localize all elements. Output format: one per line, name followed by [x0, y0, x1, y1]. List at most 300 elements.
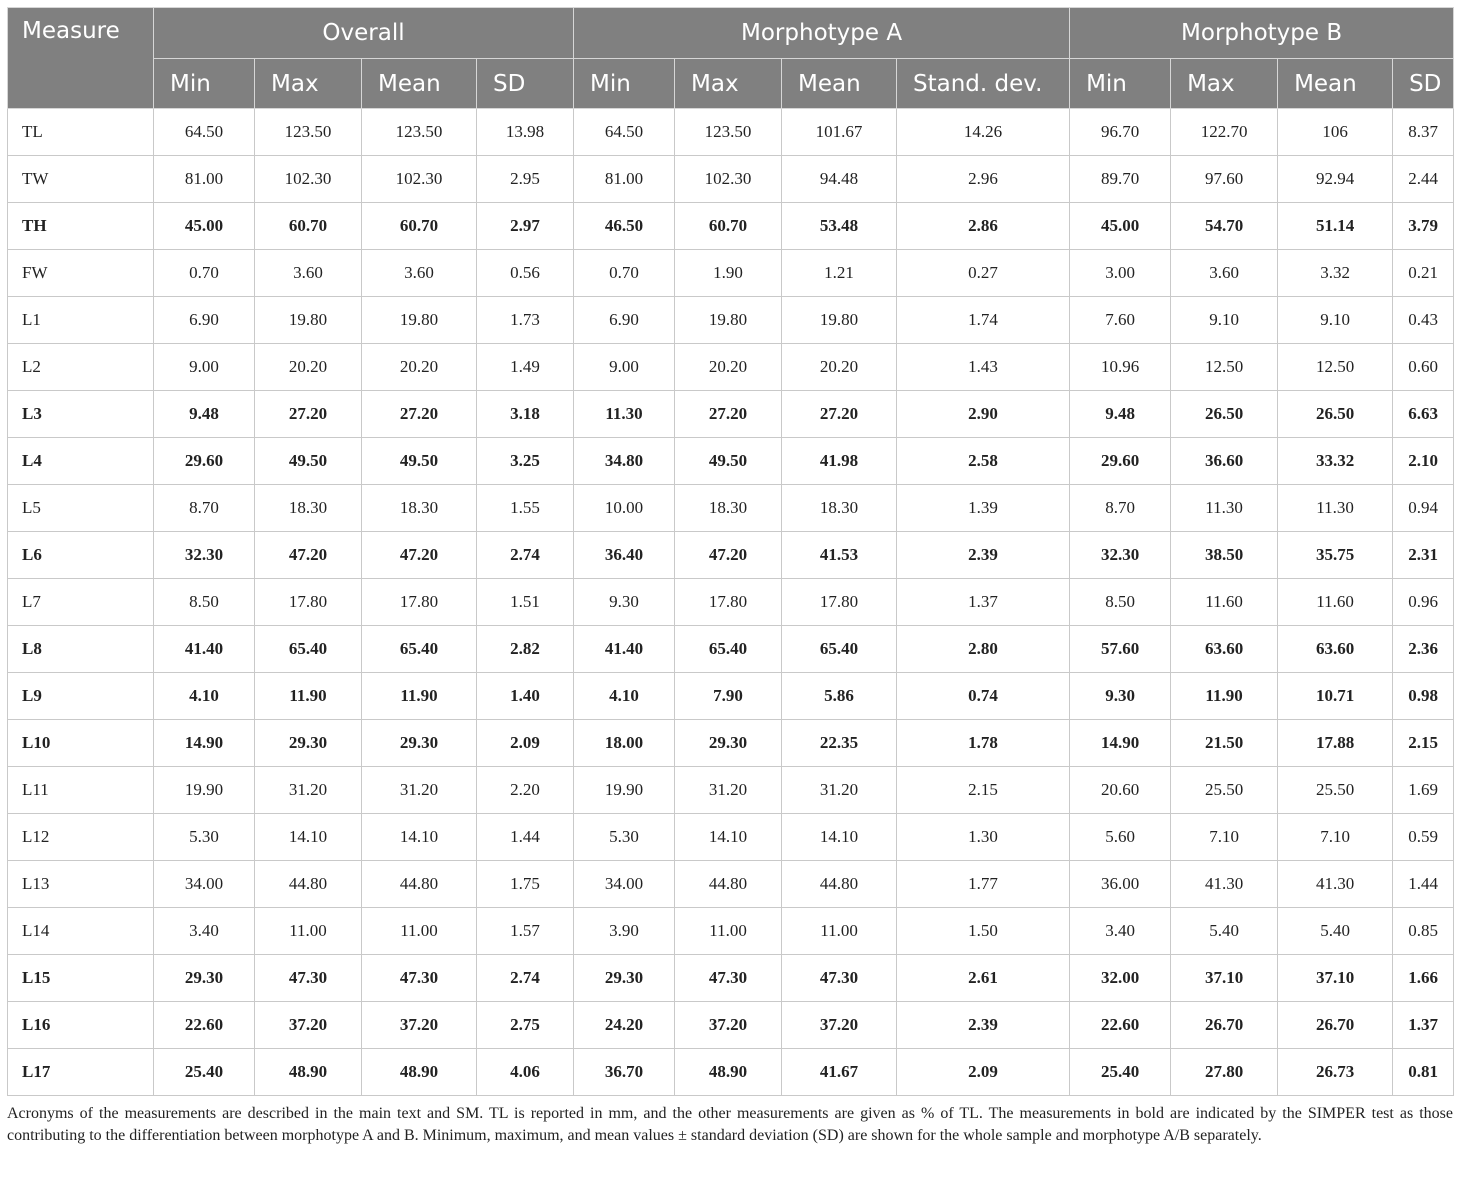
column-header: Mean [362, 59, 477, 109]
table-cell: 9.00 [574, 344, 675, 391]
table-cell: 29.30 [255, 720, 362, 767]
table-cell: 3.40 [154, 908, 255, 955]
table-cell: 1.37 [1393, 1002, 1454, 1049]
table-cell: 12.50 [1171, 344, 1278, 391]
table-cell: 97.60 [1171, 156, 1278, 203]
table-cell: 11.00 [675, 908, 782, 955]
table-cell: 65.40 [362, 626, 477, 673]
table-cell: 20.20 [675, 344, 782, 391]
table-footnote: Acronyms of the measurements are described in the main text and SM. TL is reported in mm, and the other measurements are given as % of TL. The measurements in bold are indicated by the SIMPER test as those contributing to the differentiation between morphotype A and B. Minimum, maximum, and mean values ± standard deviation (SD) are shown for the whole sample and morphotype A/B separately. [7, 1105, 1453, 1144]
table-cell: 27.20 [782, 391, 897, 438]
table-cell: 27.20 [255, 391, 362, 438]
table-cell: 19.90 [154, 767, 255, 814]
table-cell: 45.00 [154, 203, 255, 250]
table-row [8, 579, 1454, 626]
table-cell: 2.10 [1393, 438, 1454, 485]
table-cell: 25.40 [154, 1049, 255, 1096]
table-row [8, 438, 1454, 485]
table-cell: 37.20 [362, 1002, 477, 1049]
table-cell: 37.20 [675, 1002, 782, 1049]
table-cell: 14.10 [255, 814, 362, 861]
column-header: Min [1070, 59, 1171, 109]
table-cell: 33.32 [1278, 438, 1393, 485]
table-cell: 3.90 [574, 908, 675, 955]
row-label: L13 [8, 861, 154, 908]
table-cell: 27.20 [675, 391, 782, 438]
table-cell: 11.00 [362, 908, 477, 955]
table-cell: 1.77 [897, 861, 1070, 908]
table-cell: 0.70 [574, 250, 675, 297]
row-label: L4 [8, 438, 154, 485]
table-cell: 44.80 [782, 861, 897, 908]
table-cell: 14.10 [362, 814, 477, 861]
table-cell: 13.98 [477, 109, 574, 156]
table-cell: 5.40 [1171, 908, 1278, 955]
table-cell: 20.20 [362, 344, 477, 391]
table-cell: 3.60 [255, 250, 362, 297]
table-cell: 9.10 [1278, 297, 1393, 344]
column-header: Min [154, 59, 255, 109]
table-cell: 8.70 [1070, 485, 1171, 532]
table-cell: 2.15 [897, 767, 1070, 814]
table-cell: 11.90 [255, 673, 362, 720]
table-cell: 2.36 [1393, 626, 1454, 673]
table-cell: 4.06 [477, 1049, 574, 1096]
table-cell: 8.70 [154, 485, 255, 532]
table-cell: 2.39 [897, 532, 1070, 579]
table-cell: 0.96 [1393, 579, 1454, 626]
table-cell: 49.50 [255, 438, 362, 485]
table-cell: 18.30 [255, 485, 362, 532]
table-cell: 20.60 [1070, 767, 1171, 814]
table-cell: 1.57 [477, 908, 574, 955]
measurements-table [7, 7, 1454, 1096]
row-label: FW [8, 250, 154, 297]
table-row [8, 861, 1454, 908]
table-cell: 41.98 [782, 438, 897, 485]
subheader-row [8, 59, 1454, 109]
table-cell: 2.86 [897, 203, 1070, 250]
table-cell: 3.00 [1070, 250, 1171, 297]
table-row [8, 344, 1454, 391]
row-label: L10 [8, 720, 154, 767]
table-cell: 18.00 [574, 720, 675, 767]
table-row [8, 720, 1454, 767]
table-cell: 31.20 [782, 767, 897, 814]
table-cell: 0.56 [477, 250, 574, 297]
table-cell: 41.30 [1171, 861, 1278, 908]
table-cell: 96.70 [1070, 109, 1171, 156]
table-cell: 0.74 [897, 673, 1070, 720]
table-cell: 34.00 [574, 861, 675, 908]
table-cell: 19.80 [255, 297, 362, 344]
column-header: SD [1393, 59, 1454, 109]
table-cell: 2.09 [897, 1049, 1070, 1096]
table-cell: 17.80 [675, 579, 782, 626]
table-cell: 2.74 [477, 955, 574, 1002]
table-cell: 1.55 [477, 485, 574, 532]
table-cell: 19.80 [782, 297, 897, 344]
table-cell: 5.86 [782, 673, 897, 720]
table-cell: 123.50 [675, 109, 782, 156]
table-row [8, 250, 1454, 297]
row-label: TW [8, 156, 154, 203]
table-cell: 20.20 [782, 344, 897, 391]
group-header-morphotype-a: Morphotype A [574, 8, 1070, 59]
table-cell: 37.20 [255, 1002, 362, 1049]
row-label: L1 [8, 297, 154, 344]
table-cell: 24.20 [574, 1002, 675, 1049]
table-cell: 0.27 [897, 250, 1070, 297]
table-cell: 60.70 [255, 203, 362, 250]
table-row [8, 532, 1454, 579]
table-cell: 29.30 [675, 720, 782, 767]
table-cell: 41.40 [574, 626, 675, 673]
table-cell: 18.30 [362, 485, 477, 532]
table-cell: 47.30 [675, 955, 782, 1002]
table-cell: 2.74 [477, 532, 574, 579]
table-row [8, 814, 1454, 861]
table-cell: 2.31 [1393, 532, 1454, 579]
row-label: L9 [8, 673, 154, 720]
table-cell: 14.10 [675, 814, 782, 861]
table-cell: 0.94 [1393, 485, 1454, 532]
table-cell: 11.30 [1278, 485, 1393, 532]
table-cell: 1.75 [477, 861, 574, 908]
table-cell: 47.20 [255, 532, 362, 579]
table-cell: 41.30 [1278, 861, 1393, 908]
table-row [8, 626, 1454, 673]
table-cell: 29.30 [154, 955, 255, 1002]
table-cell: 1.73 [477, 297, 574, 344]
table-cell: 2.95 [477, 156, 574, 203]
table-cell: 2.20 [477, 767, 574, 814]
row-label: L16 [8, 1002, 154, 1049]
table-cell: 14.90 [1070, 720, 1171, 767]
table-cell: 37.10 [1171, 955, 1278, 1002]
table-cell: 2.58 [897, 438, 1070, 485]
table-row [8, 203, 1454, 250]
table-cell: 19.80 [675, 297, 782, 344]
table-cell: 5.60 [1070, 814, 1171, 861]
table-cell: 101.67 [782, 109, 897, 156]
table-cell: 49.50 [362, 438, 477, 485]
table-cell: 29.60 [154, 438, 255, 485]
table-cell: 27.80 [1171, 1049, 1278, 1096]
table-cell: 29.60 [1070, 438, 1171, 485]
table-cell: 26.73 [1278, 1049, 1393, 1096]
table-cell: 45.00 [1070, 203, 1171, 250]
header-row [8, 8, 1454, 59]
column-header: Mean [782, 59, 897, 109]
table-cell: 49.50 [675, 438, 782, 485]
table-cell: 31.20 [675, 767, 782, 814]
table-cell: 5.40 [1278, 908, 1393, 955]
table-cell: 64.50 [154, 109, 255, 156]
table-cell: 18.30 [675, 485, 782, 532]
table-cell: 102.30 [362, 156, 477, 203]
table-cell: 36.40 [574, 532, 675, 579]
table-cell: 2.39 [897, 1002, 1070, 1049]
table-row [8, 767, 1454, 814]
table-cell: 8.50 [1070, 579, 1171, 626]
table-cell: 1.90 [675, 250, 782, 297]
table-cell: 17.80 [782, 579, 897, 626]
table-row [8, 485, 1454, 532]
table-cell: 0.81 [1393, 1049, 1454, 1096]
table-cell: 41.40 [154, 626, 255, 673]
table-cell: 102.30 [675, 156, 782, 203]
table-cell: 48.90 [255, 1049, 362, 1096]
table-cell: 1.39 [897, 485, 1070, 532]
table-cell: 10.00 [574, 485, 675, 532]
table-cell: 89.70 [1070, 156, 1171, 203]
table-cell: 26.50 [1171, 391, 1278, 438]
table-cell: 1.69 [1393, 767, 1454, 814]
table-cell: 94.48 [782, 156, 897, 203]
table-cell: 7.90 [675, 673, 782, 720]
table-cell: 123.50 [362, 109, 477, 156]
table-cell: 2.90 [897, 391, 1070, 438]
table-cell: 10.96 [1070, 344, 1171, 391]
table-cell: 3.40 [1070, 908, 1171, 955]
row-label: L8 [8, 626, 154, 673]
table-cell: 44.80 [675, 861, 782, 908]
table-cell: 1.43 [897, 344, 1070, 391]
table-cell: 41.67 [782, 1049, 897, 1096]
table-cell: 26.50 [1278, 391, 1393, 438]
group-header-overall: Overall [154, 8, 574, 59]
table-cell: 6.90 [574, 297, 675, 344]
table-cell: 14.90 [154, 720, 255, 767]
group-header-morphotype-b: Morphotype B [1070, 8, 1454, 59]
table-cell: 54.70 [1171, 203, 1278, 250]
table-cell: 63.60 [1278, 626, 1393, 673]
table-cell: 2.44 [1393, 156, 1454, 203]
table-cell: 1.21 [782, 250, 897, 297]
table-row [8, 1002, 1454, 1049]
table-cell: 37.10 [1278, 955, 1393, 1002]
row-label: L2 [8, 344, 154, 391]
column-header: Max [675, 59, 782, 109]
table-cell: 11.60 [1171, 579, 1278, 626]
table-cell: 34.00 [154, 861, 255, 908]
table-cell: 34.80 [574, 438, 675, 485]
table-cell: 48.90 [362, 1049, 477, 1096]
table-cell: 3.25 [477, 438, 574, 485]
table-cell: 35.75 [1278, 532, 1393, 579]
table-cell: 46.50 [574, 203, 675, 250]
table-cell: 11.60 [1278, 579, 1393, 626]
table-row [8, 673, 1454, 720]
measure-header: Measure [8, 8, 154, 109]
table-cell: 22.35 [782, 720, 897, 767]
table-cell: 106 [1278, 109, 1393, 156]
table-cell: 29.30 [574, 955, 675, 1002]
table-cell: 11.30 [1171, 485, 1278, 532]
column-header: Stand. dev. [897, 59, 1070, 109]
table-cell: 11.90 [1171, 673, 1278, 720]
table-cell: 1.37 [897, 579, 1070, 626]
table-cell: 25.40 [1070, 1049, 1171, 1096]
table-cell: 57.60 [1070, 626, 1171, 673]
table-cell: 1.74 [897, 297, 1070, 344]
table-cell: 1.49 [477, 344, 574, 391]
table-cell: 1.51 [477, 579, 574, 626]
table-cell: 14.26 [897, 109, 1070, 156]
table-cell: 7.60 [1070, 297, 1171, 344]
table-cell: 9.30 [574, 579, 675, 626]
table-cell: 92.94 [1278, 156, 1393, 203]
table-row [8, 955, 1454, 1002]
table-cell: 5.30 [574, 814, 675, 861]
measurements-table-container [7, 7, 1453, 1096]
table-cell: 31.20 [362, 767, 477, 814]
table-cell: 47.30 [255, 955, 362, 1002]
table-row [8, 109, 1454, 156]
table-cell: 7.10 [1278, 814, 1393, 861]
table-cell: 9.48 [154, 391, 255, 438]
table-cell: 38.50 [1171, 532, 1278, 579]
table-cell: 64.50 [574, 109, 675, 156]
table-cell: 1.44 [477, 814, 574, 861]
table-cell: 17.80 [255, 579, 362, 626]
table-cell: 14.10 [782, 814, 897, 861]
table-cell: 2.80 [897, 626, 1070, 673]
table-cell: 2.82 [477, 626, 574, 673]
table-cell: 47.30 [782, 955, 897, 1002]
table-cell: 60.70 [675, 203, 782, 250]
table-row [8, 297, 1454, 344]
table-cell: 11.00 [255, 908, 362, 955]
row-label: TL [8, 109, 154, 156]
table-cell: 0.70 [154, 250, 255, 297]
table-cell: 6.63 [1393, 391, 1454, 438]
table-cell: 2.96 [897, 156, 1070, 203]
table-cell: 3.32 [1278, 250, 1393, 297]
table-cell: 9.48 [1070, 391, 1171, 438]
table-cell: 11.30 [574, 391, 675, 438]
table-cell: 19.90 [574, 767, 675, 814]
table-cell: 9.00 [154, 344, 255, 391]
table-cell: 12.50 [1278, 344, 1393, 391]
table-cell: 20.20 [255, 344, 362, 391]
table-cell: 53.48 [782, 203, 897, 250]
table-cell: 8.50 [154, 579, 255, 626]
table-cell: 2.75 [477, 1002, 574, 1049]
table-cell: 10.71 [1278, 673, 1393, 720]
table-cell: 47.30 [362, 955, 477, 1002]
row-label: L17 [8, 1049, 154, 1096]
table-cell: 1.66 [1393, 955, 1454, 1002]
row-label: L11 [8, 767, 154, 814]
row-label: L14 [8, 908, 154, 955]
table-cell: 0.59 [1393, 814, 1454, 861]
table-cell: 0.21 [1393, 250, 1454, 297]
column-header: SD [477, 59, 574, 109]
table-cell: 8.37 [1393, 109, 1454, 156]
table-cell: 44.80 [362, 861, 477, 908]
table-cell: 0.60 [1393, 344, 1454, 391]
table-cell: 26.70 [1171, 1002, 1278, 1049]
table-cell: 27.20 [362, 391, 477, 438]
column-header: Min [574, 59, 675, 109]
table-cell: 3.18 [477, 391, 574, 438]
table-body [8, 109, 1454, 1096]
table-cell: 31.20 [255, 767, 362, 814]
row-label: L12 [8, 814, 154, 861]
table-cell: 44.80 [255, 861, 362, 908]
table-cell: 41.53 [782, 532, 897, 579]
table-cell: 0.43 [1393, 297, 1454, 344]
column-header: Max [1171, 59, 1278, 109]
row-label: L5 [8, 485, 154, 532]
table-row [8, 391, 1454, 438]
table-cell: 21.50 [1171, 720, 1278, 767]
table-cell: 4.10 [154, 673, 255, 720]
table-cell: 29.30 [362, 720, 477, 767]
row-label: L3 [8, 391, 154, 438]
table-cell: 18.30 [782, 485, 897, 532]
table-cell: 123.50 [255, 109, 362, 156]
table-cell: 122.70 [1171, 109, 1278, 156]
table-cell: 102.30 [255, 156, 362, 203]
table-cell: 0.85 [1393, 908, 1454, 955]
table-cell: 22.60 [1070, 1002, 1171, 1049]
table-cell: 9.10 [1171, 297, 1278, 344]
table-cell: 37.20 [782, 1002, 897, 1049]
table-cell: 19.80 [362, 297, 477, 344]
table-cell: 32.30 [154, 532, 255, 579]
table-cell: 0.98 [1393, 673, 1454, 720]
table-cell: 81.00 [154, 156, 255, 203]
table-cell: 26.70 [1278, 1002, 1393, 1049]
row-label: L15 [8, 955, 154, 1002]
row-label: TH [8, 203, 154, 250]
table-cell: 3.60 [1171, 250, 1278, 297]
table-cell: 11.90 [362, 673, 477, 720]
table-cell: 63.60 [1171, 626, 1278, 673]
table-cell: 9.30 [1070, 673, 1171, 720]
table-cell: 47.20 [362, 532, 477, 579]
table-cell: 60.70 [362, 203, 477, 250]
table-cell: 81.00 [574, 156, 675, 203]
table-cell: 7.10 [1171, 814, 1278, 861]
table-cell: 51.14 [1278, 203, 1393, 250]
table-cell: 22.60 [154, 1002, 255, 1049]
table-cell: 1.50 [897, 908, 1070, 955]
table-row [8, 908, 1454, 955]
table-cell: 2.61 [897, 955, 1070, 1002]
table-cell: 32.30 [1070, 532, 1171, 579]
table-cell: 47.20 [675, 532, 782, 579]
table-cell: 5.30 [154, 814, 255, 861]
table-cell: 48.90 [675, 1049, 782, 1096]
table-cell: 25.50 [1278, 767, 1393, 814]
table-cell: 25.50 [1171, 767, 1278, 814]
table-cell: 32.00 [1070, 955, 1171, 1002]
table-cell: 36.60 [1171, 438, 1278, 485]
table-cell: 3.60 [362, 250, 477, 297]
table-cell: 2.97 [477, 203, 574, 250]
table-cell: 11.00 [782, 908, 897, 955]
table-cell: 1.30 [897, 814, 1070, 861]
column-header: Max [255, 59, 362, 109]
table-cell: 4.10 [574, 673, 675, 720]
table-cell: 17.80 [362, 579, 477, 626]
table-cell: 1.40 [477, 673, 574, 720]
table-row [8, 156, 1454, 203]
